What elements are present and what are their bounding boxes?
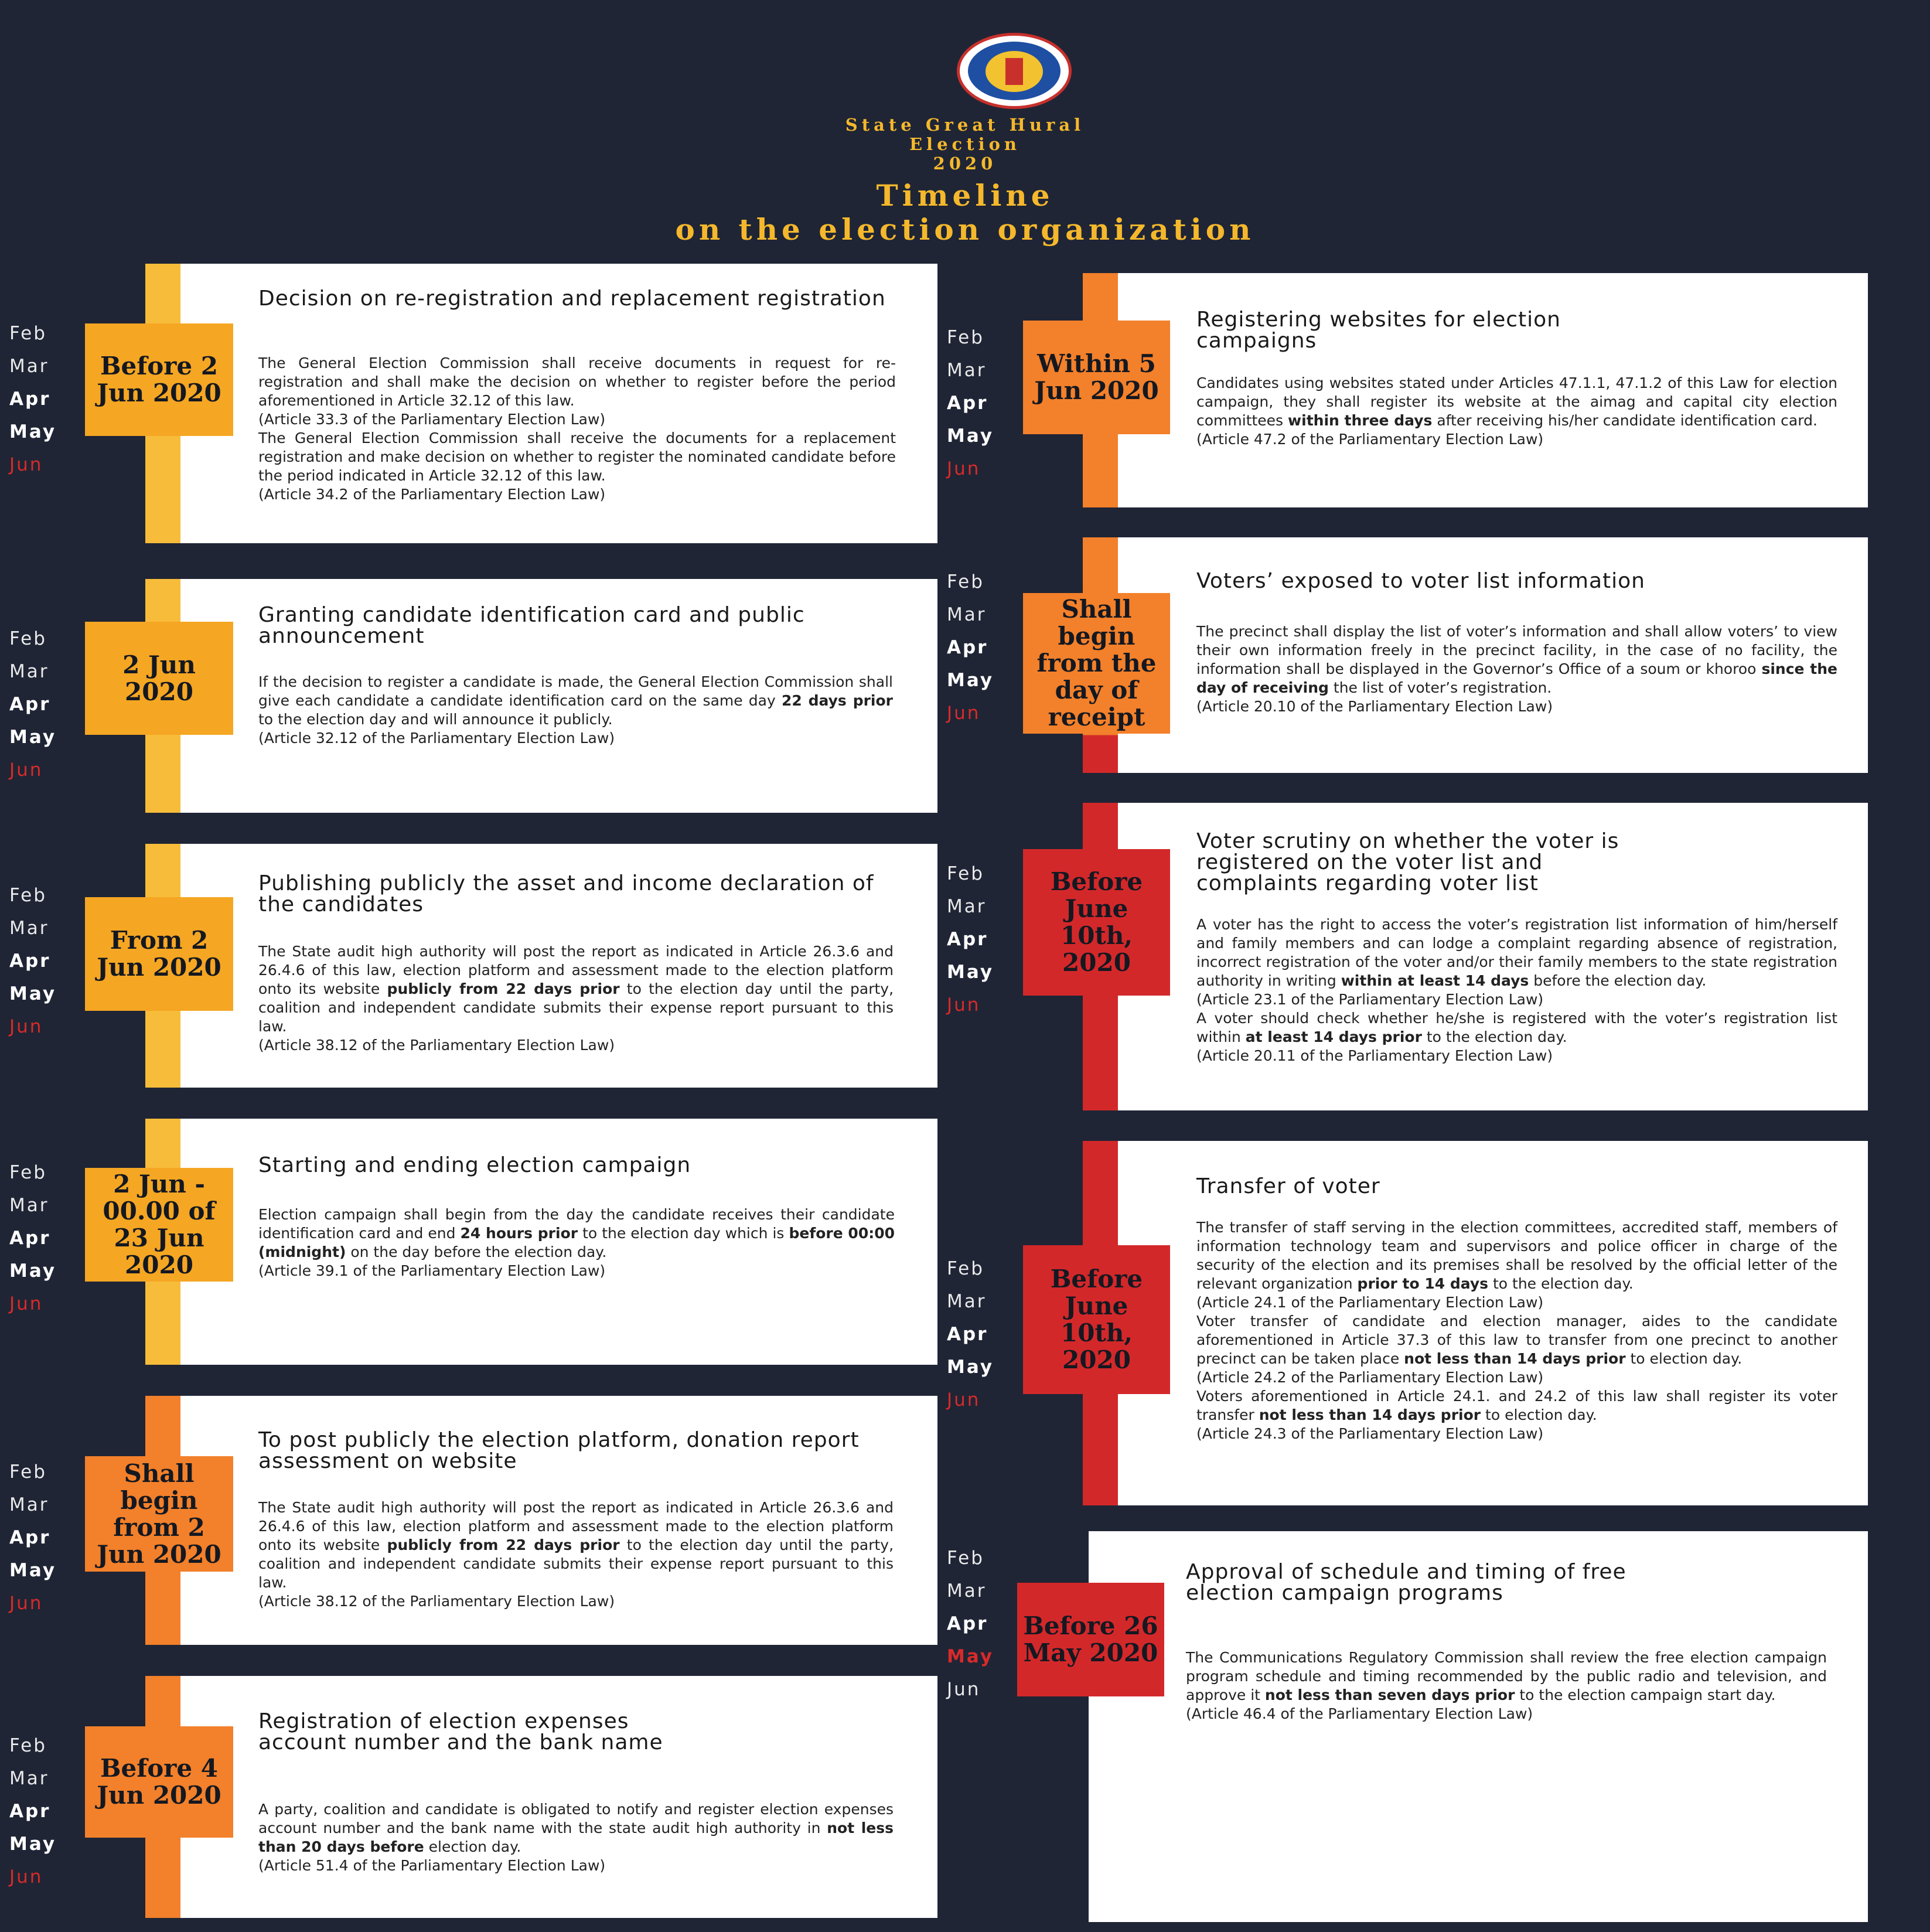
month-label: Jun: [9, 454, 43, 475]
month-list: [9, 1156, 56, 1320]
card-body: The precinct shall display the list of voter’s information and shall allow voters’ to view their own information freely in the precinct facility, in the case of no facility, the information shall be displayed in the Governor’s Office of a soum or khoroo since the day of receiving the list of voter’s registration. (Article 20.10 of the Parliamentary Election Law): [1196, 623, 1837, 715]
month-label: Feb: [947, 863, 984, 884]
month-label: May: [9, 1260, 57, 1282]
card-body: The State audit high authority will post the report as indicated in Article 26.3.6 and 26.4.6 of this law, election platform and assessment made to the election platform onto its website publicly from 22 days prior to the election day until the party, coalition and independent candidate submits their expense report pursuant to this law. (Article 38.12 of the Parliamentary Election Law): [258, 1499, 894, 1610]
date-badge: Before 26 May 2020: [1017, 1583, 1164, 1696]
month-label: Mar: [947, 896, 987, 917]
timeline-card: [943, 1141, 1930, 1505]
card-body: Candidates using websites stated under Articles 47.1.1, 47.1.2 of this Law for election campaign, they shall register its website at the aimag and capital city election committees within three days after receiving his/her candidate identification card. (Article 47.2 of the Parliamentary Election Law): [1196, 374, 1837, 448]
month-label: Apr: [947, 393, 988, 414]
date-badge: Before 4 Jun 2020: [85, 1726, 233, 1838]
date-badge: 2 Jun - 00.00 of 23 Jun 2020: [85, 1168, 233, 1282]
date-badge: Before June 10th, 2020: [1023, 849, 1170, 996]
timeline-card: [0, 844, 937, 1088]
month-label: Feb: [9, 323, 47, 344]
month-label: May: [947, 1357, 994, 1378]
timeline-card: [943, 537, 1930, 773]
month-label: Apr: [9, 1801, 51, 1822]
date-badge: Shall begin from the day of receipt: [1023, 593, 1170, 734]
timeline-card: [0, 1119, 937, 1365]
month-label: Jun: [947, 1389, 981, 1410]
month-label: May: [947, 962, 994, 983]
date-badge: Before 2 Jun 2020: [85, 323, 233, 436]
month-list: [9, 879, 56, 1043]
header-line3: 2020: [933, 154, 997, 173]
page-title: Timeline: [876, 178, 1054, 213]
month-label: Apr: [9, 1228, 51, 1249]
month-label: Apr: [947, 1324, 988, 1345]
month-label: Apr: [947, 637, 988, 658]
month-list: [9, 317, 56, 481]
date-badge: Within 5 Jun 2020: [1023, 321, 1170, 434]
month-list: [947, 1252, 994, 1416]
page-subtitle: on the election organization: [675, 212, 1255, 247]
gec-emblem-logo: [957, 33, 1072, 109]
card-title: Voters’ exposed to voter list information: [1196, 569, 1645, 593]
month-label: Mar: [947, 1580, 987, 1602]
card-title: Decision on re-registration and replacement registration: [258, 287, 886, 311]
month-label: Mar: [9, 1768, 49, 1789]
month-label: May: [9, 1834, 57, 1855]
date-badge: 2 Jun 2020: [85, 622, 233, 735]
timeline-card: [943, 803, 1930, 1110]
card-body: Election campaign shall begin from the day the candidate receives their candidate identification card and end 24 hours prior to the election day which is before 00:00 (midnight) on the day before the election day. (Article 39.1 of the Parliamentary Election Law): [258, 1206, 895, 1279]
month-label: Feb: [947, 1258, 984, 1279]
timeline-card: [0, 264, 937, 543]
month-label: Jun: [9, 1016, 43, 1037]
month-label: Mar: [9, 918, 49, 939]
date-badge: Before June 10th, 2020: [1023, 1245, 1170, 1394]
card-title: Transfer of voter: [1196, 1174, 1380, 1198]
timeline-card: [943, 273, 1930, 507]
header-line2: Election: [909, 134, 1021, 154]
month-label: Apr: [947, 1613, 988, 1634]
month-list: [947, 1542, 994, 1706]
month-label: Mar: [9, 1494, 49, 1515]
card-title: Registration of election expenses account number and the bank name: [258, 1709, 663, 1754]
month-label: May: [9, 421, 57, 442]
month-label: Jun: [947, 1679, 981, 1700]
header: [0, 0, 1930, 258]
month-label: May: [9, 1560, 57, 1581]
month-list: [9, 622, 56, 786]
month-label: Feb: [947, 327, 984, 348]
month-label: Apr: [9, 694, 51, 715]
card-title: Granting candidate identification card and public announcement: [258, 603, 805, 648]
month-label: Apr: [9, 950, 51, 972]
month-list: [947, 857, 994, 1021]
card-title: To post publicly the election platform, donation report assessment on website: [258, 1428, 860, 1473]
month-label: Mar: [947, 604, 987, 625]
month-label: Mar: [9, 661, 49, 682]
card-body: The Communications Regulatory Commission shall review the free election campaign program schedule and timing recommended by the public radio and television, and approve it not less than seven days prior to the election campaign start day. (Article 46.4 of the Parliamentary Election Law): [1186, 1649, 1827, 1722]
month-label: Mar: [947, 360, 987, 381]
card-body: The transfer of staff serving in the election committees, accredited staff, members of information technology team and supervisors and police officer in charge of the security of the election and its premises shall be resolved by the official letter of the relevant organization prior to 14 days to the election day. (Article 24.1 of the Parliamentary Election Law) Voter transfer of candidate and election manager, aides to the candidate aforementioned in Article 37.3 of this law to transfer from one precinct to another precinct can be taken place not less than 14 days prior to election day. (Article 24.2 of the Parliamentary Election Law) Voters aforementioned in Article 24.1. and 24.2 of this law shall register its voter transfer not less than 14 days prior to election day. (Article 24.3 of the Parliamentary Election Law): [1196, 1219, 1837, 1442]
emblem-soyombo-icon: [1005, 58, 1023, 85]
card-body: The State audit high authority will post the report as indicated in Article 26.3.6 and 26.4.6 of this law, election platform and assessment made to the election platform onto its website publicly from 22 days prior to the election day until the party, coalition and independent candidate submits their expense report pursuant to this law. (Article 38.12 of the Parliamentary Election Law): [258, 943, 894, 1054]
month-label: Jun: [9, 1866, 43, 1887]
header-line1: State Great Hural: [845, 115, 1085, 135]
card-title: Approval of schedule and timing of free election campaign programs: [1186, 1560, 1626, 1605]
card-body: The General Election Commission shall receive documents in request for re-registration and shall make the decision on whether to register before the period aforementioned in Article 32.12 of this law. (Article 33.3 of the Parliamentary Election Law) The General Election Commission shall receive the documents for a replacement registration and make decision on whether to register the nominated candidate before the period indicated in Article 32.12 of this law. (Article 34.2 of the Parliamentary Election Law): [258, 355, 896, 503]
month-label: Feb: [947, 571, 984, 592]
month-label: Feb: [9, 1461, 47, 1483]
month-label: Feb: [9, 1162, 47, 1183]
month-list: [947, 321, 994, 485]
month-label: Feb: [9, 1735, 47, 1756]
card-title: Registering websites for election campaigns: [1196, 308, 1561, 353]
month-label: May: [947, 425, 994, 447]
month-label: Feb: [947, 1548, 984, 1569]
month-label: Jun: [947, 458, 981, 479]
month-label: Feb: [9, 885, 47, 906]
card-title: Starting and ending election campaign: [258, 1153, 691, 1177]
month-label: Mar: [9, 1195, 49, 1216]
month-label: Jun: [9, 1593, 43, 1614]
month-label: May: [947, 670, 994, 691]
timeline-card: [0, 579, 937, 813]
month-label: Jun: [9, 1293, 43, 1314]
month-label: Apr: [9, 389, 51, 410]
month-label: Mar: [947, 1291, 987, 1312]
month-label: Apr: [947, 929, 988, 950]
card-title: Publishing publicly the asset and income declaration of the candidates: [258, 871, 874, 916]
month-label: Feb: [9, 628, 47, 649]
timeline-card: [0, 1396, 937, 1645]
card-title: Voter scrutiny on whether the voter is registered on the voter list and complaints regarding voter list: [1196, 829, 1619, 895]
month-label: May: [9, 727, 57, 748]
month-label: May: [9, 983, 57, 1004]
card-body: A voter has the right to access the voter’s registration list information of him/herself and family members and can lodge a complaint regarding absence of registration, incorrect registration of the voter and/or their family members to the state registration authority in writing within at least 14 days before the election day. (Article 23.1 of the Parliamentary Election Law) A voter should check whether he/she is registered with the voter’s registration list within at least 14 days prior to the election day. (Article 20.11 of the Parliamentary Election Law): [1196, 916, 1837, 1064]
month-list: [947, 565, 994, 730]
timeline-card: [0, 1676, 937, 1918]
date-badge: From 2 Jun 2020: [85, 897, 233, 1011]
timeline-card: [943, 1531, 1930, 1922]
month-list: [9, 1729, 56, 1893]
month-label: May: [947, 1646, 994, 1667]
month-label: Mar: [9, 356, 49, 377]
date-badge: Shall begin from 2 Jun 2020: [85, 1456, 233, 1572]
month-label: Jun: [9, 759, 43, 781]
month-label: Jun: [947, 994, 981, 1016]
month-label: Apr: [9, 1527, 51, 1548]
month-list: [9, 1456, 56, 1620]
card-body: A party, coalition and candidate is obligated to notify and register election expenses account number and the bank name with the state audit high authority in not less than 20 days before election day. (Article 51.4 of the Parliamentary Election Law): [258, 1801, 894, 1874]
card-body: If the decision to register a candidate is made, the General Election Commission shall give each candidate a candidate identification card on the same day 22 days prior to the election day and will announce it publicly. (Article 32.12 of the Parliamentary Election Law): [258, 673, 894, 747]
month-label: Jun: [947, 703, 981, 724]
